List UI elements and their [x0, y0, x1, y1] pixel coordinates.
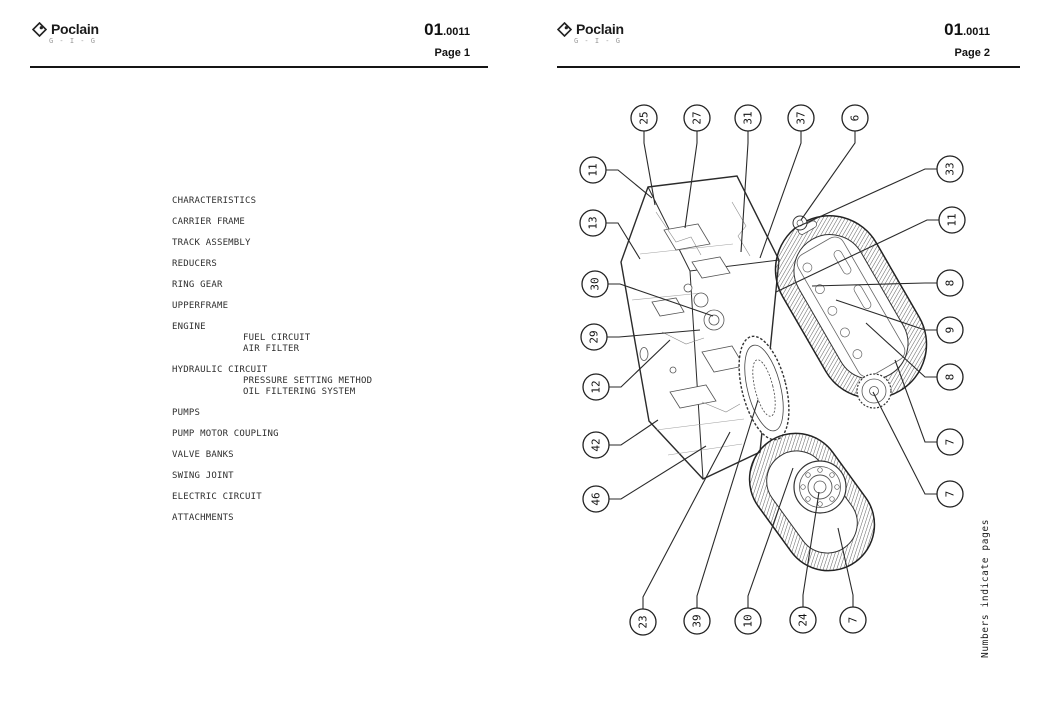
- callout-number: 30: [588, 277, 602, 291]
- toc-item: UPPERFRAME: [172, 301, 229, 311]
- brand-subtext: G - I - G: [49, 37, 96, 45]
- callout-number: 9: [943, 326, 957, 334]
- brand-logo: [557, 21, 624, 45]
- callout-number: 25: [637, 111, 651, 125]
- toc-item: PUMPS: [172, 408, 201, 418]
- callout-number: 12: [589, 380, 603, 394]
- callout-number: 10: [741, 614, 755, 628]
- toc-subitem: FUEL CIRCUIT: [243, 333, 311, 343]
- toc-item: SWING JOINT: [172, 471, 234, 481]
- upperframe-drawing: [621, 176, 779, 479]
- toc-subitem: OIL FILTERING SYSTEM: [243, 387, 356, 397]
- callout-number: 42: [589, 438, 603, 452]
- callout-number: 23: [636, 615, 650, 629]
- diagram-note: Numbers indicate pages: [980, 518, 991, 658]
- poclain-diamond-icon: [32, 22, 47, 37]
- brand-subtext: G - I - G: [574, 37, 621, 45]
- callout-number: 8: [943, 279, 957, 287]
- doc-number-sub: .0011: [443, 26, 470, 38]
- doc-number: [870, 20, 990, 59]
- toc-item: REDUCERS: [172, 259, 217, 269]
- callout-leader-line: [801, 131, 855, 220]
- callout-number: 11: [945, 213, 959, 227]
- header-rule: [557, 66, 1020, 68]
- toc-item: VALVE BANKS: [172, 450, 234, 460]
- callout-number: 39: [690, 614, 704, 628]
- table-of-contents: [172, 196, 452, 524]
- callout-leader-line: [873, 392, 937, 494]
- page-number-label: Page 2: [954, 47, 990, 59]
- callout-number: 37: [794, 111, 808, 125]
- reducer-hub-drawing: [794, 461, 846, 513]
- toc-item: PUMP MOTOR COUPLING: [172, 429, 279, 439]
- porthole-drawing: [640, 348, 648, 361]
- header-rule: [30, 66, 488, 68]
- callout-number: 27: [690, 111, 704, 125]
- callout-number: 46: [589, 492, 603, 506]
- callout-number: 6: [848, 114, 862, 122]
- brand-name: Poclain: [576, 21, 624, 37]
- doc-number-sub: .0011: [963, 26, 990, 38]
- toc-item: CARRIER FRAME: [172, 217, 246, 227]
- toc-item: ATTACHMENTS: [172, 513, 234, 523]
- brand-logo: [32, 21, 99, 45]
- callout-number: 7: [943, 490, 957, 498]
- callout-number: 7: [846, 616, 860, 624]
- toc-item: ELECTRIC CIRCUIT: [172, 492, 262, 502]
- doc-number-main: 01: [944, 20, 964, 39]
- toc-subitem: PRESSURE SETTING METHOD: [243, 376, 373, 386]
- callout-number: 8: [943, 373, 957, 381]
- callout-number: 31: [741, 111, 755, 125]
- callout-number: 11: [586, 163, 600, 177]
- poclain-diamond-icon: [557, 22, 572, 37]
- doc-number-main: 01: [424, 20, 444, 39]
- callout-number: 7: [943, 438, 957, 446]
- brand-name: Poclain: [51, 21, 99, 37]
- page-number-label: Page 1: [434, 47, 470, 59]
- toc-item: HYDRAULIC CIRCUIT: [172, 365, 268, 375]
- toc-item: RING GEAR: [172, 280, 223, 290]
- toc-item: ENGINE: [172, 322, 206, 332]
- undercarriage-exploded-diagram: [560, 90, 1030, 670]
- doc-number: [350, 20, 470, 59]
- toc-item: CHARACTERISTICS: [172, 196, 257, 206]
- callout-number: 13: [586, 216, 600, 230]
- callout-number: 24: [796, 613, 810, 627]
- toc-subitem: AIR FILTER: [243, 344, 300, 354]
- callout-number: 29: [587, 330, 601, 344]
- callout-number: 33: [943, 162, 957, 176]
- page-1: [0, 0, 525, 703]
- toc-item: TRACK ASSEMBLY: [172, 238, 251, 248]
